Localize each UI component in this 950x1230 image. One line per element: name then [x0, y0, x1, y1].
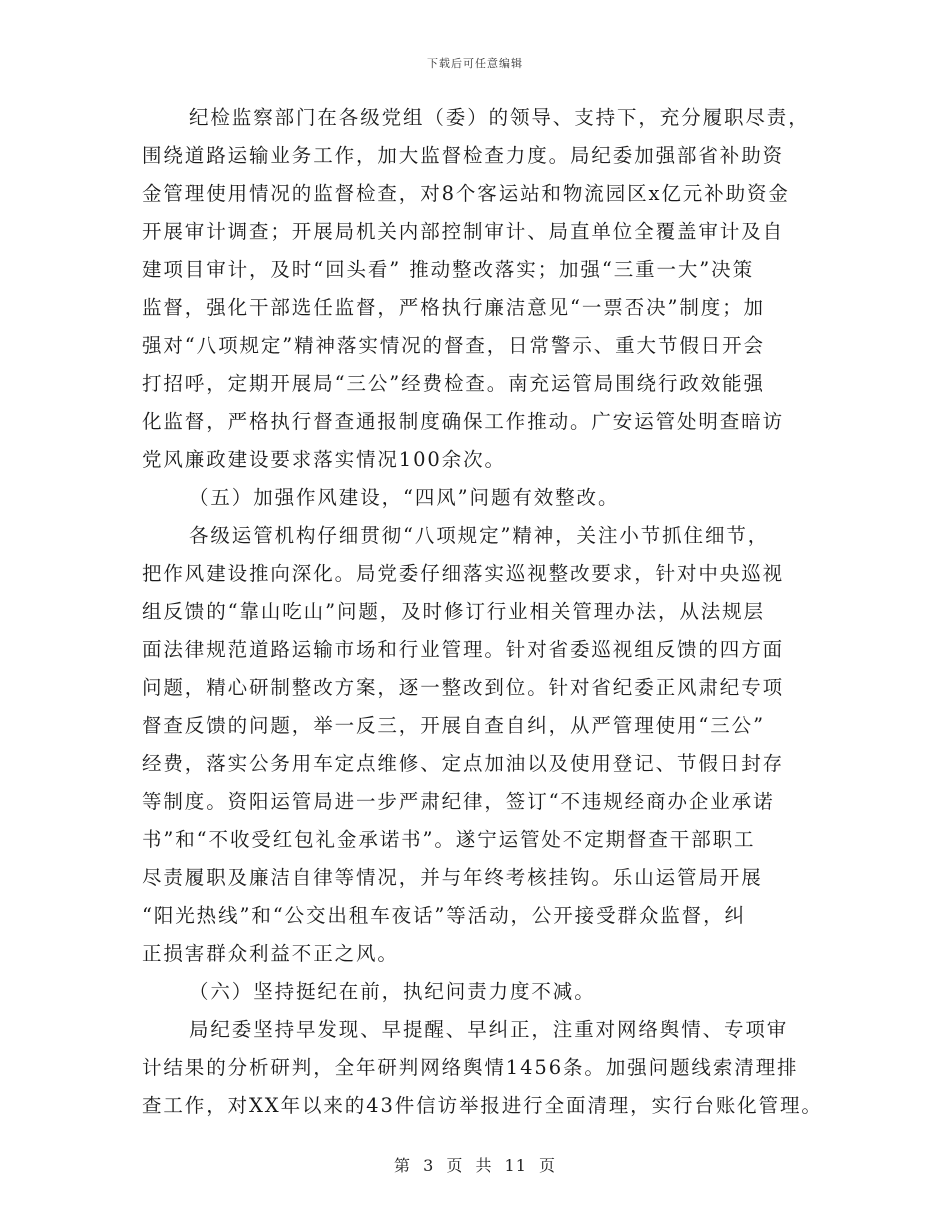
text-line: 正损害群众利益不正之风。 — [142, 942, 399, 965]
text-line: 计结果的分析研判，全年研判网络舆情1456条。加强问题线索清理排 — [142, 1056, 799, 1079]
text-line: 化监督，严格执行督查通报制度确保工作推动。广安运管处明查暗访 — [142, 410, 785, 433]
text-line: 经费，落实公务用车定点维修、定点加油以及使用登记、节假日封存 — [142, 752, 785, 775]
text-line: 局纪委坚持早发现、早提醒、早纠正，注重对网络舆情、专项审 — [189, 1018, 789, 1041]
text-line: 组反馈的“靠山吃山”问题，及时修订行业相关管理办法，从法规层 — [142, 600, 765, 623]
text-line: 围绕道路运输业务工作，加大监督检查力度。局纪委加强部省补助资 — [142, 144, 785, 167]
page-number: 第 3 页 共 11 页 — [394, 1156, 556, 1175]
text-line: 各级运管机构仔细贯彻“八项规定”精神，关注小节抓住细节， — [189, 524, 770, 547]
text-line: 督查反馈的问题，举一反三，开展自查自纠，从严管理使用“三公” — [142, 714, 765, 737]
text-line: 查工作，对XX年以来的43件信访举报进行全面清理，实行台账化管理。 — [142, 1094, 823, 1117]
text-line: 开展审计调查；开展局机关内部控制审计、局直单位全覆盖审计及自 — [142, 220, 785, 243]
text-line: 党风廉政建设要求落实情况100余次。 — [142, 448, 506, 471]
text-line: 金管理使用情况的监督检查，对8个客运站和物流园区x亿元补助资金 — [142, 182, 790, 205]
text-line: 等制度。资阳运管局进一步严肃纪律，签订“不违规经商办企业承诺 — [142, 790, 775, 813]
text-line: 把作风建设推向深化。局党委仔细落实巡视整改要求，针对中央巡视 — [142, 562, 785, 585]
section-heading: （五）加强作风建设，“四风”问题有效整改。 — [189, 486, 620, 509]
text-line: 问题，精心研制整改方案，逐一整改到位。针对省纪委正风肃纪专项 — [142, 676, 785, 699]
section-heading: （六）坚持挺纪在前，执纪问责力度不减。 — [189, 980, 596, 1003]
text-line: 纪检监察部门在各级党组（委）的领导、支持下，充分履职尽责， — [189, 106, 810, 129]
text-line: 监督，强化干部选任监督，严格执行廉洁意见“一票否决”制度；加 — [142, 296, 765, 319]
text-line: 强对“八项规定”精神落实情况的督查，日常警示、重大节假日开会 — [142, 334, 765, 357]
text-line: 面法律规范道路运输市场和行业管理。针对省委巡视组反馈的四方面 — [142, 638, 785, 661]
page-header: 下载后可任意编辑 — [427, 57, 523, 70]
text-line: 建项目审计，及时“回头看” 推动整改落实；加强“三重一大”决策 — [142, 258, 754, 281]
text-line: 尽责履职及廉洁自律等情况，并与年终考核挂钩。乐山运管局开展 — [142, 866, 763, 889]
text-line: 书”和“不收受红包礼金承诺书”。遂宁运管处不定期督查干部职工 — [142, 828, 756, 851]
text-line: “阳光热线”和“公交出租车夜话”等活动，公开接受群众监督，纠 — [142, 904, 746, 927]
text-line: 打招呼，定期开展局“三公”经费检查。南充运管局围绕行政效能强 — [142, 372, 765, 395]
